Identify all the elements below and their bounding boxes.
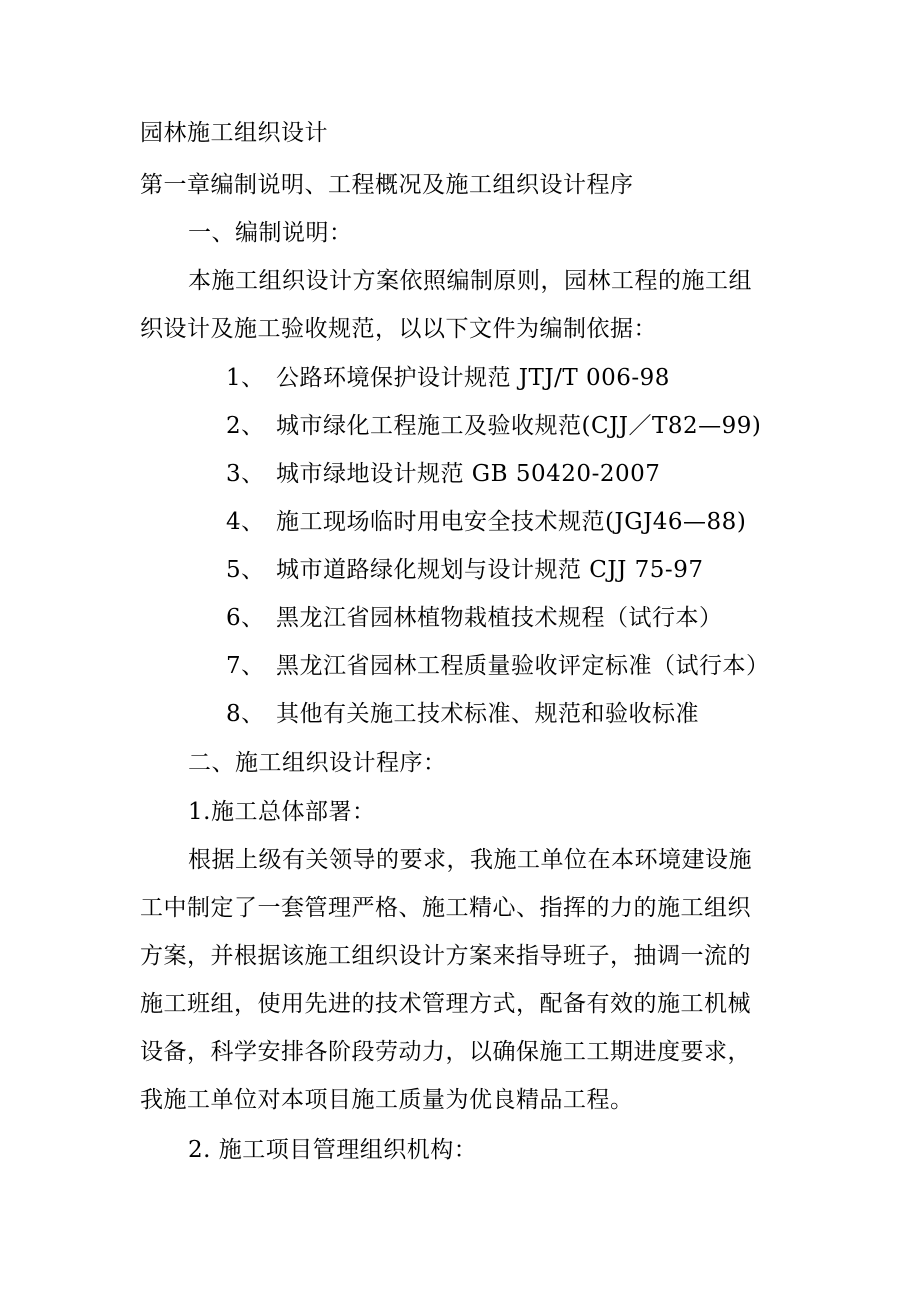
body-paragraph-line: 设备，科学安排各阶段劳动力，以确保施工工期进度要求，	[140, 1039, 751, 1065]
reference-item	[226, 363, 670, 393]
reference-item	[226, 507, 746, 537]
section-heading-1: 一、编制说明：	[188, 220, 353, 246]
reference-number: 3、	[226, 461, 265, 487]
reference-text: 城市道路绿化规划与设计规范 CJJ 75-97	[276, 557, 704, 583]
reference-number: 6、	[226, 605, 265, 631]
reference-item	[226, 459, 660, 489]
reference-number: 2、	[226, 413, 265, 439]
section-heading-2: 二、施工组织设计程序：	[188, 750, 447, 776]
intro-paragraph-line-1: 本施工组织设计方案依照编制原则，园林工程的施工组	[188, 268, 752, 294]
body-paragraph-line: 根据上级有关领导的要求，我施工单位在本环境建设施	[188, 847, 752, 873]
reference-text: 黑龙江省园林工程质量验收评定标准（试行本）	[276, 653, 770, 679]
body-paragraph-line: 我施工单位对本项目施工质量为优良精品工程。	[140, 1087, 634, 1113]
subsection-heading-1: 1.施工总体部署：	[188, 799, 376, 825]
reference-text: 施工现场临时用电安全技术规范(JGJ46—88)	[276, 509, 747, 535]
reference-text: 公路环境保护设计规范 JTJ/T 006-98	[276, 365, 670, 391]
reference-number: 8、	[226, 701, 265, 727]
reference-text: 其他有关施工技术标准、规范和验收标准	[276, 701, 699, 727]
body-paragraph-line: 工中制定了一套管理严格、施工精心、指挥的力的施工组织	[140, 895, 751, 921]
reference-text: 黑龙江省园林植物栽植技术规程（试行本）	[276, 605, 723, 631]
body-paragraph-line: 施工班组，使用先进的技术管理方式，配备有效的施工机械	[140, 991, 751, 1017]
reference-text: 城市绿地设计规范 GB 50420-2007	[276, 461, 661, 487]
reference-item	[226, 411, 761, 441]
reference-number: 5、	[226, 557, 265, 583]
reference-item	[226, 699, 699, 729]
chapter-heading: 第一章编制说明、工程概况及施工组织设计程序	[140, 172, 634, 198]
reference-item	[226, 603, 723, 633]
intro-paragraph-line-2: 织设计及施工验收规范，以以下文件为编制依据：	[140, 316, 657, 342]
reference-text: 城市绿化工程施工及验收规范(CJJ／T82—99)	[276, 413, 762, 439]
document-title: 园林施工组织设计	[140, 120, 328, 146]
reference-number: 4、	[226, 509, 265, 535]
subsection-heading-2: 2. 施工项目管理组织机构：	[188, 1137, 478, 1163]
reference-item	[226, 651, 770, 681]
reference-number: 1、	[226, 365, 265, 391]
reference-number: 7、	[226, 653, 265, 679]
reference-item	[226, 555, 703, 585]
body-paragraph-line: 方案，并根据该施工组织设计方案来指导班子，抽调一流的	[140, 943, 751, 969]
